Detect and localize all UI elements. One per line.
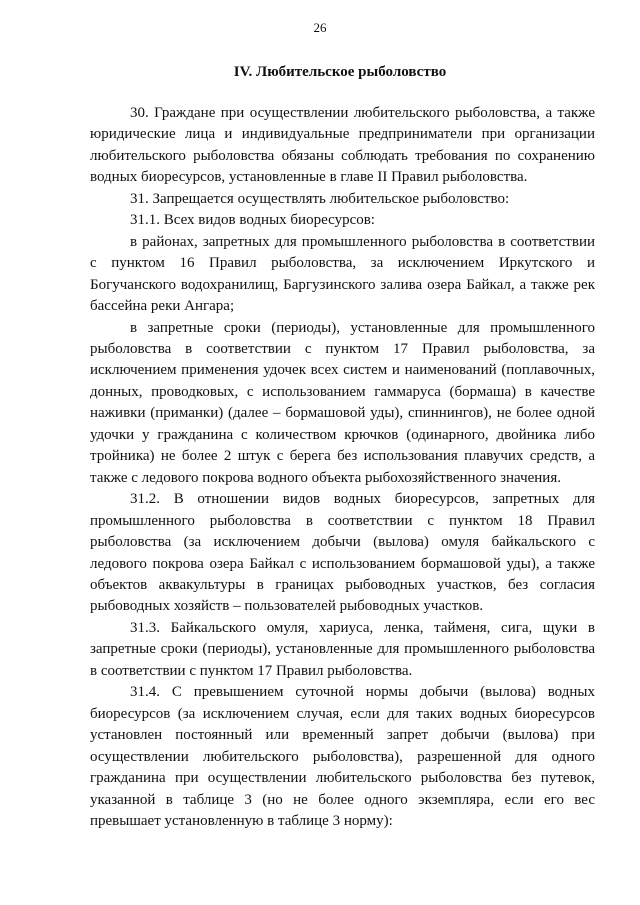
- section-title: IV. Любительское рыболовство: [233, 64, 447, 80]
- paragraph-30: 30. Граждане при осуществлении любительского рыболовства, а также юридические лица и индивидуальные предприниматели при организации любительского рыболовства обязаны соблюдать требования по сохранению водных биоресурсов, установленные в главе II Правил рыболовства.: [90, 105, 595, 186]
- paragraph-31: 31. Запрещается осуществлять любительское рыболовство:: [130, 190, 510, 207]
- page-number: 26: [313, 20, 327, 35]
- paragraph-31-4: 31.4. С превышением суточной нормы добычи (вылова) водных биоресурсов (за исключением случая, если для таких водных биоресурсов установлен постоянный или временный запрет добычи (вылова) при осуществлении любительского рыболовства), разрешенной для одного гражданина при осуществлении любительского рыболовства без путевок, указанной в таблице 3 (но не более одного экземпляра, если его вес превышает установленную в таблице 3 норму):: [90, 684, 595, 829]
- paragraph-31-1: 31.1. Всех видов водных биоресурсов:: [130, 212, 375, 229]
- document-body: [90, 103, 595, 832]
- paragraph-31-3: 31.3. Байкальского омуля, хариуса, ленка, тайменя, сига, щуки в запретные сроки (периоды), установленные для промышленного рыболовства в соответствии с пунктом 17 Правил рыболовства.: [90, 619, 595, 679]
- paragraph-31-1-districts: в районах, запретных для промышленного рыболовства в соответствии с пунктом 16 Правил рыболовства, за исключением Иркутского и Богучанского водохранилищ, Баргузинского залива озера Байкал, а также рек бассейна реки Ангара;: [90, 233, 595, 315]
- paragraph-31-1-periods: в запретные сроки (периоды), установленные для промышленного рыболовства в соответствии с пунктом 17 Правил рыболовства, за исключением применения удочек всех систем и наименований (поплавочных, донных, проводковых, с использованием гаммаруса (бормаша) в качестве наживки (приманки) (далее – бормашовой уды), спиннингов), не более одной удочки у гражданина с количеством крючков (одинарного, двойника либо тройника) не более 2 штук с берега без использования плавучих средств, а также с ледового покрова водного объекта рыбохозяйственного значения.: [90, 319, 595, 486]
- paragraph-31-2: 31.2. В отношении видов водных биоресурсов, запретных для промышленного рыболовства в соответствии с пунктом 18 Правил рыболовства (за исключением добычи (вылова) омуля байкальского с ледового покрова озера Байкал с использованием бормашовой уды), а также объектов аквакультуры в границах рыбоводных участков, без согласия рыбоводных хозяйств – пользователей рыбоводных участков.: [90, 491, 595, 615]
